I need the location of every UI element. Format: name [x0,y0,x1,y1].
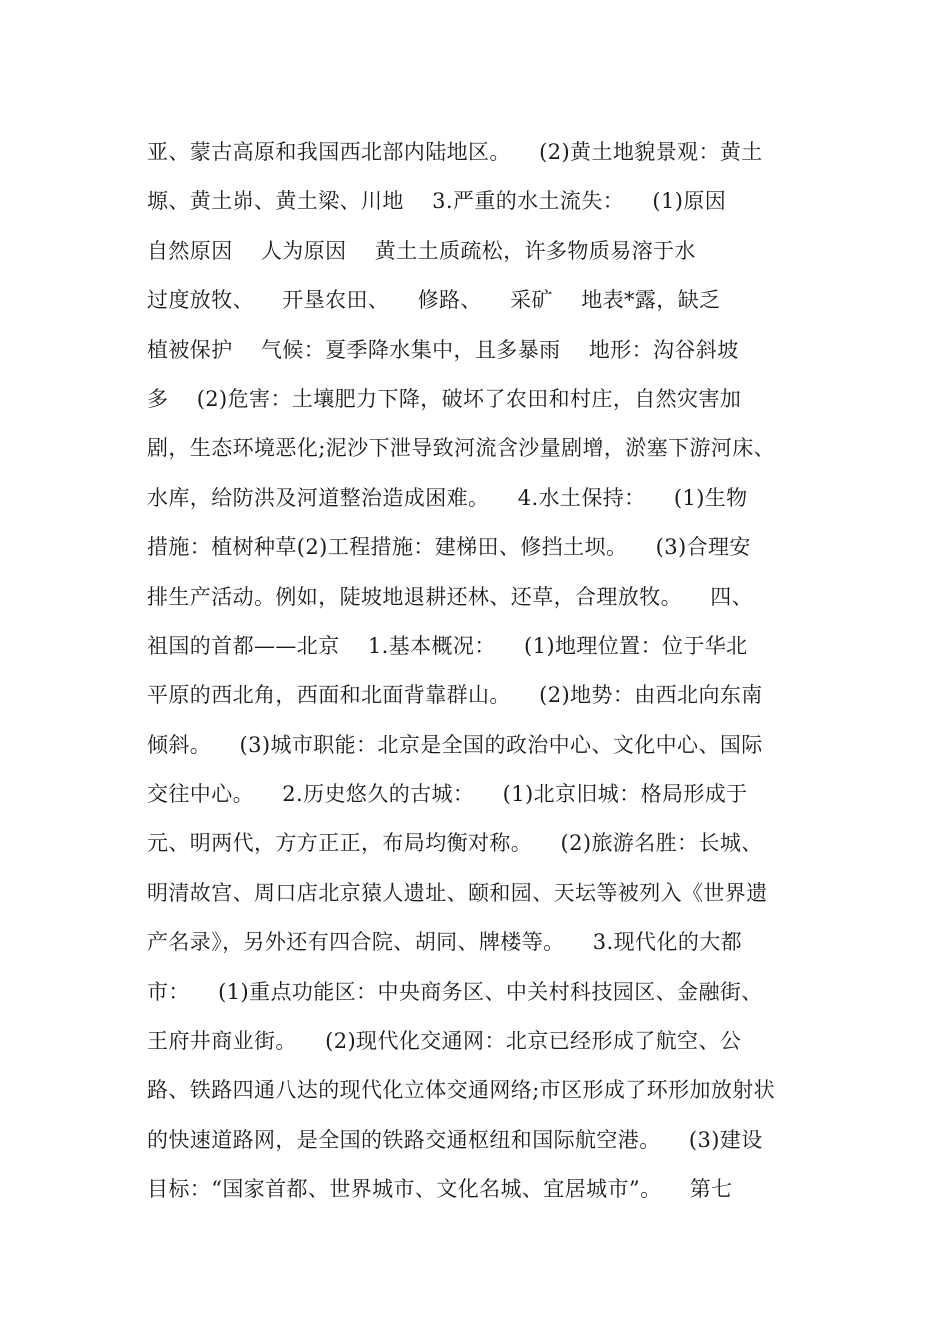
text-line: 排生产活动。例如，陡坡地退耕还林、还草，合理放牧。 四、 [147,584,754,609]
text-line: 目标：“国家首都、世界城市、文化名城、宜居城市”。 第七 [147,1177,733,1202]
text-line: 亚、蒙古高原和我国西北部内陆地区。 (2)黄土地貌景观：黄土 [147,140,763,164]
text-line: 塬、黄土峁、黄土梁、川地 3.严重的水土流失： (1)原因 [147,189,727,214]
text-line: 倾斜。 (3)城市职能：北京是全国的政治中心、文化中心、国际 [147,732,763,757]
text-line: 交往中心。 2.历史悠久的古城： (1)北京旧城：格局形成于 [147,782,748,807]
text-line: 植被保护 气候：夏季降水集中，且多暴雨 地形：沟谷斜坡 [147,337,739,362]
text-line: 元、明两代，方方正正，布局均衡对称。 (2)旅游名胜：长城、 [147,831,763,856]
text-line: 剧，生态环境恶化;泥沙下泄导致河流含沙量剧增，淤塞下游河床、 [147,436,776,461]
text-line: 措施：植树种草(2)工程措施：建梯田、修挡土坝。 (3)合理安 [147,535,751,560]
text-line: 祖国的首都——北京 1.基本概况： (1)地理位置：位于华北 [147,633,748,658]
text-line: 路、铁路四通八达的现代化立体交通网络;市区形成了环形加放射状 [147,1078,776,1103]
text-line: 明清故宫、周口店北京猿人遗址、颐和园、天坛等被列入《世界遗 [147,880,768,905]
text-line: 市： (1)重点功能区：中央商务区、中关村科技园区、金融街、 [147,979,763,1004]
text-line: 自然原因 人为原因 黄土土质疏松，许多物质易溶于水 [147,238,696,263]
text-line: 过度放牧、 开垦农田、 修路、 采矿 地表*露，缺乏 [147,288,721,313]
text-line: 平原的西北角，西面和北面背靠群山。 (2)地势：由西北向东南 [147,683,763,708]
text-line: 的快速道路网，是全国的铁路交通枢纽和国际航空港。 (3)建设 [147,1127,763,1152]
text-line: 多 (2)危害：土壤肥力下降，破坏了农田和村庄，自然灾害加 [147,386,742,411]
text-line: 水库，给防洪及河道整治造成困难。 4.水土保持： (1)生物 [147,485,748,510]
text-line: 产名录》，另外还有四合院、胡同、牌楼等。 3.现代化的大都 [147,930,743,955]
body-text [147,128,817,1215]
text-line: 王府井商业街。 (2)现代化交通网：北京已经形成了航空、公 [147,1029,742,1054]
